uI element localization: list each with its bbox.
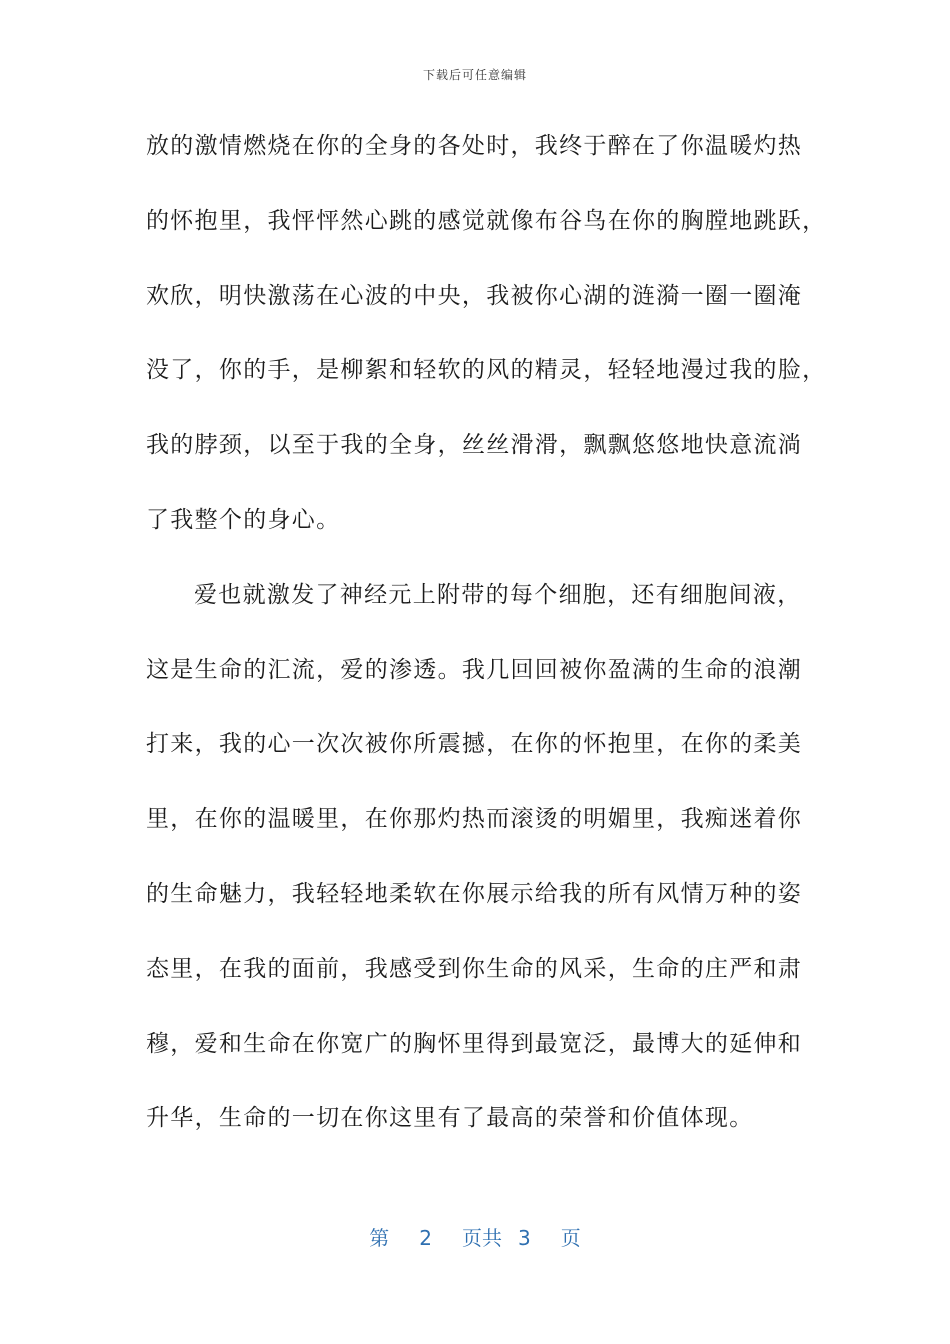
text-line: 欢欣，明快激荡在心波的中央，我被你心湖的涟漪一圈一圈淹 <box>146 282 803 309</box>
total-pages-number: 3 <box>518 1226 531 1250</box>
footer-suffix: 页 <box>560 1226 581 1250</box>
text-line: 里，在你的温暖里，在你那灼热而滚烫的明媚里，我痴迷着你 <box>146 806 803 833</box>
page-number-footer <box>0 1222 950 1251</box>
text-line: 打来，我的心一次次被你所震撼，在你的怀抱里，在你的柔美 <box>146 731 803 758</box>
text-line: 穆，爱和生命在你宽广的胸怀里得到最宽泛，最博大的延伸和 <box>146 1030 803 1057</box>
document-body <box>146 122 827 1169</box>
text-line: 的怀抱里，我怦怦然心跳的感觉就像布谷鸟在你的胸膛地跳跃， <box>146 207 827 234</box>
text-line: 升华，生命的一切在你这里有了最高的荣誉和价值体现。 <box>146 1105 754 1132</box>
page-header: 下载后可任意编辑 <box>422 68 527 82</box>
footer-prefix: 第 <box>369 1226 390 1250</box>
text-line: 我的脖颈，以至于我的全身，丝丝滑滑，飘飘悠悠地快意流淌 <box>146 432 803 459</box>
text-line: 放的激情燃烧在你的全身的各处时，我终于醉在了你温暖灼热 <box>146 133 803 159</box>
text-line: 这是生命的汇流，爱的渗透。我几回回被你盈满的生命的浪潮 <box>146 656 803 683</box>
footer-middle: 页共 <box>462 1226 502 1250</box>
current-page-number: 2 <box>419 1226 432 1250</box>
text-line: 没了，你的手，是柳絮和轻软的风的精灵，轻轻地漫过我的脸， <box>146 357 827 384</box>
paragraph-start-line: 爱也就激发了神经元上附带的每个细胞，还有细胞间液， <box>194 581 802 608</box>
text-line: 态里，在我的面前，我感受到你生命的风采，生命的庄严和肃 <box>146 955 803 982</box>
text-line: 的生命魅力，我轻轻地柔软在你展示给我的所有风情万种的姿 <box>146 880 803 907</box>
text-line: 了我整个的身心。 <box>146 506 341 533</box>
